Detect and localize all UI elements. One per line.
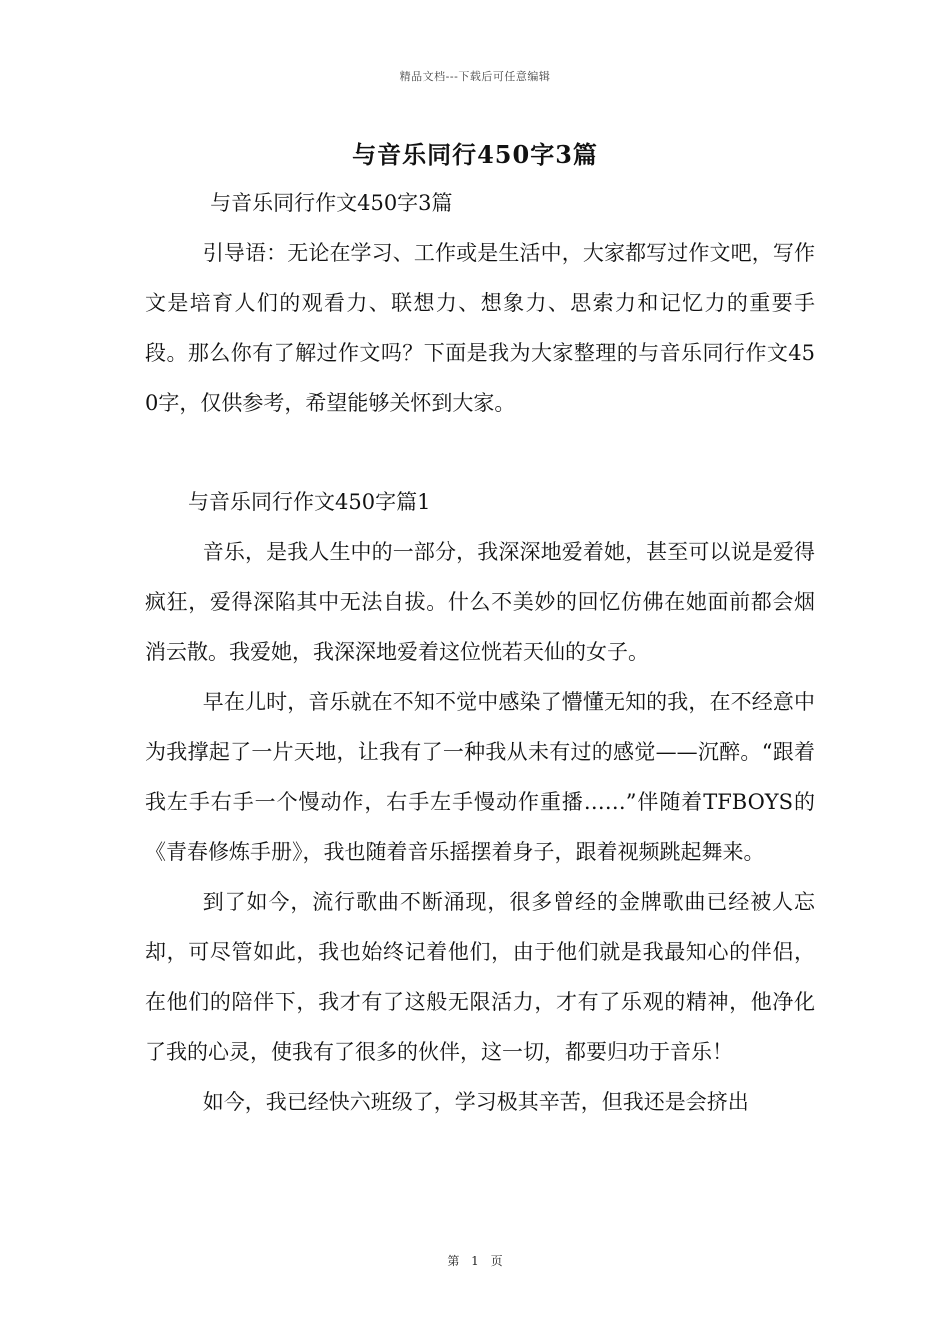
body-paragraph: 到了如今，流行歌曲不断涌现，很多曾经的金牌歌曲已经被人忘却，可尽管如此，我也始终记着他们，由于他们就是我最知心的伴侣，在他们的陪伴下，我才有了这般无限活力，才有了乐观的精神，他净化了我的心灵，使我有了很多的伙伴，这一切，都要归功于音乐！	[145, 890, 815, 1064]
page-header: 精品文档---下载后可任意编辑	[399, 70, 551, 83]
body-paragraph: 音乐，是我人生中的一部分，我深深地爱着她，甚至可以说是爱得疯狂，爱得深陷其中无法自拔。什么不美妙的回忆仿佛在她面前都会烟消云散。我爱她，我深深地爱着这位恍若天仙的女子。	[145, 540, 815, 664]
document-body	[145, 178, 815, 1127]
page-number: 1	[471, 1254, 479, 1268]
body-paragraph: 如今，我已经快六班级了，学习极其辛苦，但我还是会挤出	[202, 1090, 749, 1114]
section-heading: 与音乐同行作文450字篇1	[188, 490, 431, 514]
document-title: 与音乐同行450字3篇	[352, 140, 598, 169]
intro-paragraph: 引导语：无论在学习、工作或是生活中，大家都写过作文吧，写作文是培育人们的观看力、联想力、想象力、思索力和记忆力的重要手段。那么你有了解过作文吗？下面是我为大家整理的与音乐同行作文450字，仅供参考，希望能够关怀到大家。	[145, 241, 815, 415]
body-paragraph: 早在儿时，音乐就在不知不觉中感染了懵懂无知的我，在不经意中为我撑起了一片天地，让我有了一种我从未有过的感觉——沉醉。“跟着我左手右手一个慢动作，右手左手慢动作重播……”伴随着TFBOYS的《青春修炼手册》，我也随着音乐摇摆着身子，跟着视频跳起舞来。	[145, 690, 815, 864]
page-number-suffix: 页	[490, 1254, 503, 1268]
page-footer	[0, 1252, 950, 1269]
page-number-prefix: 第	[447, 1254, 460, 1268]
document-subtitle: 与音乐同行作文450字3篇	[210, 191, 453, 215]
